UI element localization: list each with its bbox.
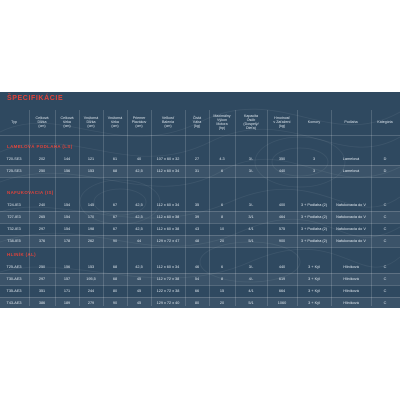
column-divider <box>185 110 186 306</box>
table-cell: 90 <box>112 301 118 305</box>
table-row <box>0 273 400 285</box>
section-heading: HLINÍK (AL) <box>7 252 37 257</box>
table-cell: 900 <box>278 239 286 243</box>
table-cell: 90 <box>112 239 118 243</box>
table-cell: T20-SE3 <box>6 157 22 161</box>
table-cell: 3 + Kýl <box>308 265 320 269</box>
table-cell: 43 <box>194 227 200 231</box>
table-cell: 112 x 60 x 38 <box>156 227 180 231</box>
column-divider <box>209 110 210 306</box>
table-cell: 80 <box>112 289 118 293</box>
column-header: Veľkosť Balenia (cm) <box>161 116 175 128</box>
table-cell: 4.3 <box>219 157 225 161</box>
table-cell: 31 <box>194 169 200 173</box>
table-cell: T43-AE3 <box>6 301 22 305</box>
table-cell: 464 <box>278 215 286 219</box>
table-cell: 5/1 <box>248 239 254 243</box>
column-divider <box>331 110 332 306</box>
column-header: Typ <box>11 120 17 124</box>
table-cell: 46 <box>194 265 200 269</box>
table-cell: D <box>383 169 387 173</box>
table-row <box>0 165 400 177</box>
table-cell: 107 x 60 x 32 <box>156 157 180 161</box>
table-row <box>0 153 400 165</box>
column-divider <box>235 110 236 306</box>
table-cell: 6 <box>220 169 224 173</box>
table-row <box>0 211 400 223</box>
table-cell: 240 <box>38 203 46 207</box>
table-row <box>0 285 400 297</box>
table-cell: 3 + Podlaha (2) <box>300 239 328 243</box>
column-header: Podlaha <box>344 120 358 124</box>
table-cell: Nafukovacia do V <box>336 215 366 219</box>
table-cell: 68 <box>112 169 118 173</box>
column-divider <box>267 110 268 306</box>
table-cell: T24-IE3 <box>7 203 21 207</box>
row-divider <box>0 177 400 178</box>
table-cell: Hliníková <box>343 301 359 305</box>
column-divider <box>151 110 152 306</box>
table-cell: 386 <box>38 301 46 305</box>
table-row <box>0 199 400 211</box>
table-header <box>0 110 400 134</box>
table-cell: 4/1 <box>248 227 254 231</box>
table-cell: 575 <box>278 227 286 231</box>
table-cell: 400 <box>278 203 286 207</box>
table-cell: 3 <box>312 169 316 173</box>
table-cell: 664 <box>278 289 286 293</box>
column-header: Priemer Plavákov (cm) <box>131 116 147 128</box>
table-cell: 3/- <box>248 169 254 173</box>
column-header: Vnútorná Dĺžka (cm) <box>83 116 99 128</box>
row-divider <box>0 247 400 248</box>
table-cell: 6 <box>220 265 224 269</box>
table-cell: 68 <box>112 277 118 281</box>
column-divider <box>297 110 298 306</box>
column-header: Kapacita Osôb (Dospelý/ Dieťa) <box>243 114 259 130</box>
table-cell: C <box>383 239 387 243</box>
table-cell: 189 <box>63 301 71 305</box>
table-cell: 3 <box>312 157 316 161</box>
table-cell: C <box>383 265 387 269</box>
table-cell: 440 <box>278 169 286 173</box>
table-cell: 80 <box>194 301 200 305</box>
table-cell: 244 <box>87 289 95 293</box>
table-cell: C <box>383 227 387 231</box>
table-cell: 3/1 <box>248 215 254 219</box>
column-header: Celková Dĺžka (cm) <box>35 116 49 128</box>
column-header: Hmotnosť v Zaťažení (kg) <box>273 116 291 128</box>
table-cell: 40 <box>136 157 142 161</box>
table-row <box>0 261 400 273</box>
table-cell: 35 <box>194 203 200 207</box>
table-cell: C <box>383 203 387 207</box>
table-cell: 45 <box>136 289 142 293</box>
table-cell: 279 <box>87 301 95 305</box>
table-cell: 67 <box>112 227 118 231</box>
table-cell: 6 <box>220 203 224 207</box>
table-cell: 45 <box>136 277 142 281</box>
table-cell: 4/- <box>248 277 254 281</box>
specifications-panel <box>0 92 400 308</box>
table-cell: C <box>383 277 387 281</box>
table-cell: Lamelová <box>342 169 360 173</box>
table-cell: 171 <box>63 289 71 293</box>
table-cell: 145 <box>87 203 95 207</box>
table-cell: T38-IE5 <box>7 239 21 243</box>
table-cell: 112 x 60 x 34 <box>156 265 180 269</box>
table-cell: 61 <box>112 157 118 161</box>
table-cell: 42,5 <box>135 203 143 207</box>
table-cell: 42,5 <box>135 169 143 173</box>
table-cell: Nafukovacia do V <box>336 227 366 231</box>
table-cell: 156 <box>63 169 71 173</box>
table-cell: 350 <box>278 157 286 161</box>
table-cell: 48 <box>194 239 200 243</box>
table-cell: T30-AE3 <box>6 277 22 281</box>
table-cell: 3 + Podlaha (2) <box>300 215 328 219</box>
table-cell: 156 <box>63 265 71 269</box>
table-cell: 3 + Kýl <box>308 277 320 281</box>
table-cell: 121 <box>87 157 95 161</box>
column-header: Maximálny Výkon Motora (hp) <box>213 114 231 130</box>
table-cell: 250 <box>38 265 46 269</box>
table-cell: 262 <box>87 239 95 243</box>
section-heading: LAMELOVÁ PODLAHA (LS) <box>7 144 73 149</box>
table-cell: 3 + Kýl <box>308 289 320 293</box>
table-cell: T25-AE3 <box>6 265 22 269</box>
page-title: ŠPECIFIKÁCIE <box>7 95 64 102</box>
table-cell: D <box>383 157 387 161</box>
table-cell: 15 <box>219 289 225 293</box>
table-cell: 440 <box>278 265 286 269</box>
column-header: Komory <box>307 120 321 124</box>
column-divider <box>79 110 80 306</box>
table-cell: 112 x 60 x 34 <box>156 169 180 173</box>
table-cell: 67 <box>112 215 118 219</box>
table-cell: 112 x 60 x 34 <box>156 203 180 207</box>
header-divider <box>0 135 400 136</box>
table-cell: 20 <box>219 301 225 305</box>
table-cell: 54 <box>194 277 200 281</box>
table-cell: C <box>383 215 387 219</box>
table-cell: 4/1 <box>248 289 254 293</box>
section-heading: NAFUKOVACIA (IS) <box>7 190 54 195</box>
column-divider <box>29 110 30 306</box>
table-cell: C <box>383 301 387 305</box>
table-cell: 20 <box>219 239 225 243</box>
table-cell: 122 x 72 x 38 <box>156 289 180 293</box>
table-row <box>0 223 400 235</box>
table-cell: 3 + Kýl <box>308 301 320 305</box>
table-cell: 154 <box>63 203 71 207</box>
table-cell: 45 <box>136 301 142 305</box>
column-divider <box>55 110 56 306</box>
table-cell: 202 <box>38 157 46 161</box>
table-cell: 66 <box>194 289 200 293</box>
table-cell: 250 <box>38 169 46 173</box>
table-cell: T25-SE3 <box>6 169 22 173</box>
table-cell: 297 <box>38 227 46 231</box>
table-cell: 8 <box>220 277 224 281</box>
table-cell: 3/- <box>248 157 254 161</box>
table-row <box>0 297 400 308</box>
table-cell: Nafukovacia do V <box>336 203 366 207</box>
table-cell: 8 <box>220 215 224 219</box>
table-cell: 44 <box>136 239 142 243</box>
table-cell: 3 + Podlaha (2) <box>300 203 328 207</box>
table-cell: 144 <box>63 157 71 161</box>
table-cell: 42,5 <box>135 265 143 269</box>
table-cell: 154 <box>63 215 71 219</box>
table-cell: 67 <box>112 203 118 207</box>
table-cell: Hliníková <box>343 277 359 281</box>
column-divider <box>103 110 104 306</box>
table-cell: 154 <box>63 227 71 231</box>
table-cell: 129 x 72 x 47 <box>156 239 180 243</box>
table-cell: 42,5 <box>135 215 143 219</box>
table-cell: Hliníková <box>343 265 359 269</box>
table-cell: 157 <box>63 277 71 281</box>
table-cell: 5/1 <box>248 301 254 305</box>
table-cell: 153 <box>87 169 95 173</box>
table-cell: 198 <box>87 227 95 231</box>
table-cell: 153 <box>87 265 95 269</box>
column-header: Čistá Váha (kg) <box>192 116 202 128</box>
table-cell: 68 <box>112 265 118 269</box>
table-cell: 112 x 60 x 38 <box>156 215 180 219</box>
table-cell: 265 <box>38 215 46 219</box>
table-row <box>0 235 400 247</box>
table-cell: 112 x 72 x 38 <box>156 277 180 281</box>
table-cell: 10 <box>219 227 225 231</box>
column-header: Celková šírka (cm) <box>60 116 74 128</box>
table-cell: 178 <box>63 239 71 243</box>
table-cell: 376 <box>38 239 46 243</box>
table-cell: 27 <box>194 157 200 161</box>
table-cell: 351 <box>38 289 46 293</box>
table-cell: Hliníková <box>343 289 359 293</box>
column-divider <box>127 110 128 306</box>
table-cell: T32-IE3 <box>7 227 21 231</box>
table-cell: Lamelová <box>342 157 360 161</box>
column-header: Vnútorná šírka (cm) <box>107 116 123 128</box>
table-cell: 3/- <box>248 265 254 269</box>
table-cell: 297 <box>38 277 46 281</box>
table-cell: 195,5 <box>86 277 96 281</box>
table-cell: 1060 <box>277 301 287 305</box>
table-cell: C <box>383 289 387 293</box>
table-cell: 3/- <box>248 203 254 207</box>
table-cell: T27-IE3 <box>7 215 21 219</box>
table-cell: 3 + Podlaha (2) <box>300 227 328 231</box>
column-divider <box>371 110 372 306</box>
table-cell: 39 <box>194 215 200 219</box>
table-cell: 619 <box>278 277 286 281</box>
table-cell: T35-AE3 <box>6 289 22 293</box>
column-header: Kategória <box>377 120 393 124</box>
table-cell: 170 <box>87 215 95 219</box>
table-cell: 129 x 72 x 40 <box>156 301 180 305</box>
table-cell: Nafukovacia do V <box>336 239 366 243</box>
table-cell: 42,5 <box>135 227 143 231</box>
